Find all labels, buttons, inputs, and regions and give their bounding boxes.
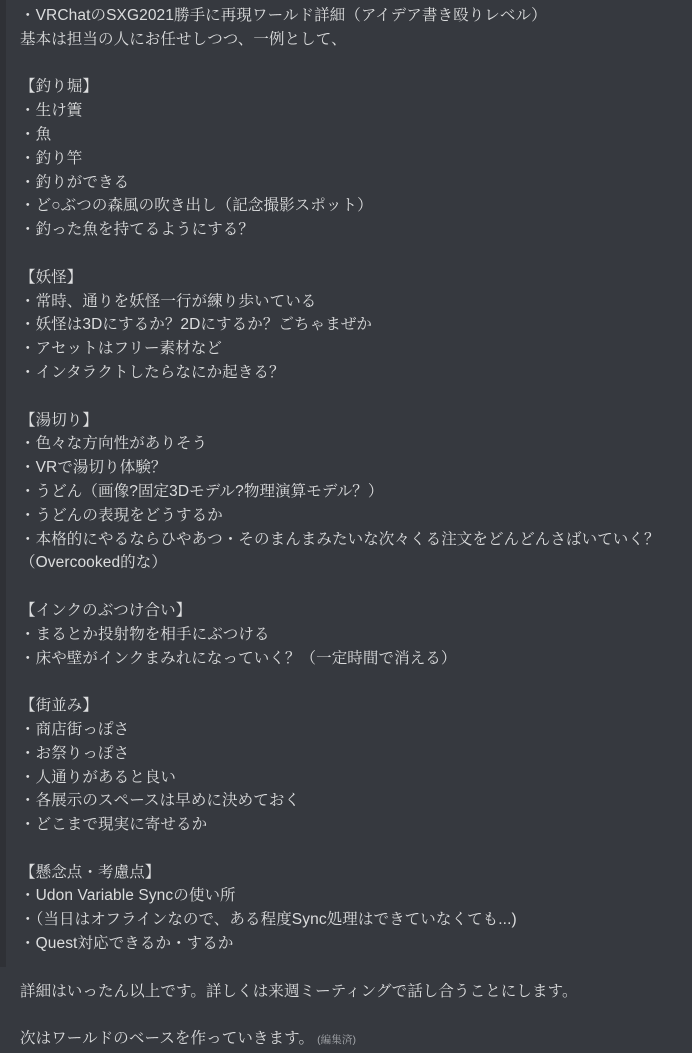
message-line: ・釣った魚を持てるようにする？ xyxy=(20,221,255,239)
message-line: ・生け簀 xyxy=(20,102,83,120)
message-line: 次はワールドのベースを作っていきます。 (編集済) xyxy=(20,1030,357,1048)
edited-badge: (編集済) xyxy=(317,1034,357,1047)
message-line: ・VRChatのSXG2021勝手に再現ワールド詳細（アイデア書き殴りレベル） xyxy=(20,7,547,24)
message-line: ・アセットはフリー素材など xyxy=(20,340,223,358)
message-line: 詳細はいったん以上です。詳しくは来週ミーティングで話し合うことにします。 xyxy=(20,982,578,1000)
message-content xyxy=(6,0,692,1053)
message-line: ・Udon Variable Syncの使い所 xyxy=(20,887,236,905)
message-line: ・インタラクトしたらなにか起きる？ xyxy=(20,363,285,381)
message-section-heading: 【懸念点・考慮点】 xyxy=(20,863,161,881)
message-line: ・ど○ぶつの森風の吹き出し（記念撮影スポット） xyxy=(20,197,373,215)
message-blank-line xyxy=(20,385,680,409)
message-line: ・色々な方向性がありそう xyxy=(20,435,208,453)
message-section-heading: 【妖怪】 xyxy=(20,268,83,286)
message-line: ・魚 xyxy=(20,125,52,143)
message-blank-line xyxy=(20,1003,680,1027)
message-line: ・各展示のスペースは早めに決めておく xyxy=(20,792,301,810)
message-section-heading: 【街並み】 xyxy=(20,697,99,715)
message-line: ・（当日はオフラインなので、ある程度Sync処理はできていなくても...) xyxy=(20,911,517,929)
message-blank-line xyxy=(20,242,680,266)
message-blank-line xyxy=(20,956,680,980)
message-line: ・Quest対応できるか・するか xyxy=(20,935,234,953)
message-lines xyxy=(20,4,680,1053)
message-line: ・妖怪は3Dにするか？2Dにするか？ごちゃまぜか xyxy=(20,316,373,334)
message-blank-line xyxy=(20,52,680,76)
message-line: ・お祭りっぽさ xyxy=(20,744,130,762)
message-line: ・常時、通りを妖怪一行が練り歩いている xyxy=(20,292,317,310)
message-line: 基本は担当の人にお任せしつつ、一例として、 xyxy=(20,30,347,48)
message-section-heading: 【インクのぶつけ合い】 xyxy=(20,601,192,619)
message-line: ・釣り竿 xyxy=(20,149,83,167)
message-line: ・どこまで現実に寄せるか xyxy=(20,816,208,834)
message-section-heading: 【湯切り】 xyxy=(20,411,99,429)
message-section-heading: 【釣り堀】 xyxy=(20,78,99,96)
message-line: ・商店街っぽさ xyxy=(20,720,130,738)
message-line: ・人通りがあると良い xyxy=(20,768,177,786)
message-blank-line xyxy=(20,670,680,694)
message-blank-line xyxy=(20,837,680,861)
message-line: ・VRで湯切り体験？ xyxy=(20,459,167,477)
message-line: ・まるとか投射物を相手にぶつける xyxy=(20,625,270,643)
message-line: ・釣りができる xyxy=(20,173,130,191)
message-blank-line xyxy=(20,575,680,599)
message-line: ・うどん（画像?固定3Dモデル?物理演算モデル？） xyxy=(20,482,384,500)
message-line: ・本格的にやるならひやあつ・そのまんまみたいな次々くる注文をどんどんさばいていく？（Overcooked的な） xyxy=(20,530,660,572)
message-line: ・床や壁がインクまみれになっていく？（一定時間で消える） xyxy=(20,649,457,667)
message-line: ・うどんの表現をどうするか xyxy=(20,506,223,524)
